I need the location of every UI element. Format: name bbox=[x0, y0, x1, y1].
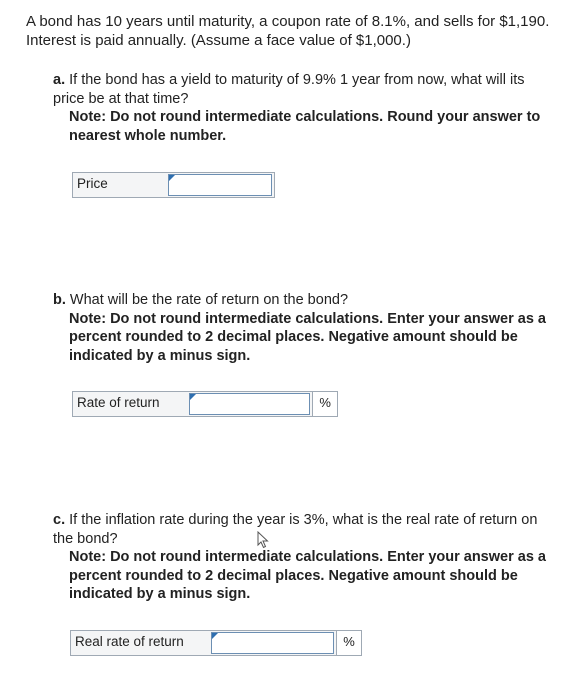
real-rate-of-return-answer-row bbox=[70, 630, 362, 656]
price-input[interactable] bbox=[168, 174, 272, 196]
question-a-note: Note: Do not round intermediate calculations. Round your answer to nearest whole number. bbox=[69, 109, 541, 144]
rate-of-return-answer-row bbox=[72, 391, 338, 417]
price-field-label: Price bbox=[73, 173, 168, 197]
rate-of-return-unit: % bbox=[312, 392, 337, 416]
rate-of-return-field-label: Rate of return bbox=[73, 392, 189, 416]
price-answer-row bbox=[72, 172, 275, 198]
question-b-note: Note: Do not round intermediate calculations. Enter your answer as a percent rounded to 2 decimal places. Negative amount should be indicated by a minus sign. bbox=[69, 310, 546, 364]
question-b-label: b. bbox=[53, 292, 66, 308]
mouse-pointer-icon bbox=[257, 531, 269, 549]
problem-intro: A bond has 10 years until maturity, a coupon rate of 8.1%, and sells for $1,190. Interest is paid annually. (Assume a face value of $1,000.) bbox=[26, 13, 550, 49]
question-c-label: c. bbox=[53, 512, 66, 528]
question-c bbox=[53, 511, 558, 604]
real-rate-of-return-unit: % bbox=[336, 631, 361, 655]
question-a-label: a. bbox=[53, 72, 66, 88]
question-a bbox=[53, 71, 558, 145]
question-b-text: What will be the rate of return on the bond? bbox=[69, 292, 349, 308]
real-rate-of-return-input[interactable] bbox=[211, 632, 335, 654]
question-c-text: If the inflation rate during the year is 3%, what is the real rate of return on the bond? bbox=[53, 512, 538, 547]
rate-of-return-input[interactable] bbox=[189, 393, 311, 415]
real-rate-of-return-field-label: Real rate of return bbox=[71, 631, 211, 655]
question-c-note: Note: Do not round intermediate calculations. Enter your answer as a percent rounded to 2 decimal places. Negative amount should be indicated by a minus sign. bbox=[69, 549, 546, 602]
question-b bbox=[53, 291, 558, 365]
question-a-text: If the bond has a yield to maturity of 9.9% 1 year from now, what will its price be at that time? bbox=[53, 72, 525, 107]
